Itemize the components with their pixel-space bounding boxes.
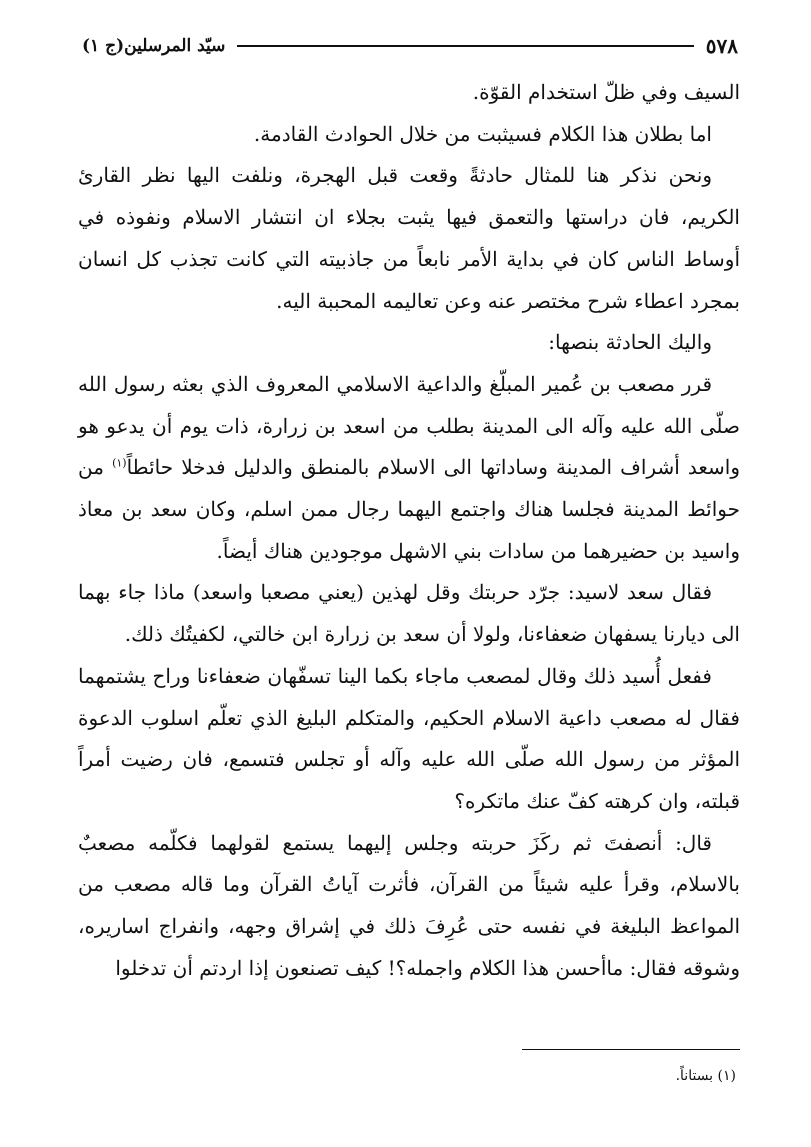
main-text: [78, 72, 740, 989]
paragraph: واليك الحادثة بنصها:: [548, 330, 712, 355]
paragraph-continuation: من حوائط المدينة فجلسا هناك واجتمع اليهما رجال ممن اسلم، وكان سعد بن معاذ واسيد بن حضيرهما من سادات بني الاشهل موجودين هناك أيضاً.: [78, 455, 740, 563]
paragraph: قال: أنصفتَ ثم ركَزَ حربته وجلس إليهما يستمع لقولهما فكلّمه مصعبٌ بالاسلام، وقرأ عليه شيئاً من القرآن، فأثرت آياتُ القرآن وما قاله مصعب من المواعظ البليغة في نفسه حتى عُرِفَ ذلك في إشراق وجهه، وانفراج اساريره، وشوقه فقال: ماأحسن هذا الكلام واجمله؟! كيف تصنعون إذا اردتم أن تدخلوا: [78, 830, 740, 980]
paragraph: ونحن نذكر هنا للمثال حادثةً وقعت قبل الهجرة، ونلفت اليها نظر القارئ الكريم، فان دراستها والتعمق فيها يثبت بجلاء ان انتشار الاسلام ونفوذه في أوساط الناس كان في بداية الأمر نابعاً من جاذبيته التي كانت تجذب كل انسان بمجرد اعطاء شرح مختصر عنه وعن تعاليمه المحببة اليه.: [78, 163, 740, 313]
paragraph-text: قرر مصعب بن عُمير المبلّغ والداعية الاسلامي المعروف الذي بعثه رسول الله صلّى الله عليه وآله الى المدينة بطلب من اسعد بن زرارة، ذات يوم أن يدعو هو واسعد أشراف المدينة وساداتها الى الاسلام بالمنطق والدليل فدخلا حائطاً: [78, 371, 741, 480]
paragraph: اما بطلان هذا الكلام فسيثبت من خلال الحوادث القادمة.: [253, 121, 712, 146]
paragraph: فقال سعد لاسيد: جرّد حربتك وقل لهذين (يعني مصعبا واسعد) ماذا جاء بهما الى ديارنا يسفهان ضعفاءنا، ولولا أن سعد بن زرارة ابن خالتي، لكفيتُك ذلك.: [78, 580, 740, 647]
paragraph: [78, 364, 740, 573]
footnote-divider: [522, 1049, 740, 1050]
page-number: ٥٧٨: [705, 34, 738, 58]
header-rule: [237, 45, 693, 47]
footnote: (١) بستاناً.: [675, 1068, 736, 1084]
paragraph: السيف وفي ظلّ استخدام القوّة.: [472, 80, 740, 104]
paragraph: ففعل أُسيد ذلك وقال لمصعب ماجاء بكما الينا تسفّهان ضعفاءنا وراح يشتمهما فقال له مصعب داعية الاسلام الحكيم، والمتكلم البليغ الذي تعلّم اسلوب الدعوة المؤثر من رسول الله صلّى الله عليه وآله أو تجلس فتسمع، فان رضيت أمراً قبلته، وان كرهته كفّ عنك ماتكره؟: [78, 663, 740, 813]
book-title: سيّد المرسلين(ج ١): [82, 36, 226, 56]
page-header: [82, 32, 738, 60]
footnote-marker: (١): [112, 456, 127, 470]
